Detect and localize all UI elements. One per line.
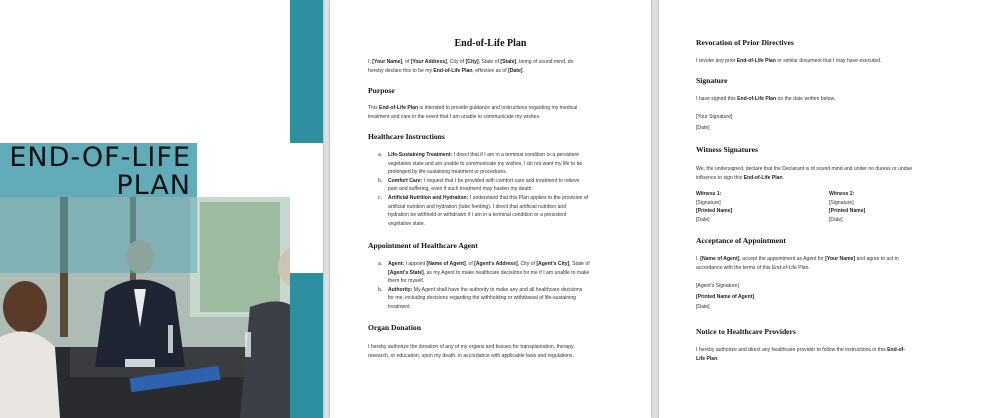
section-heading-notice: Notice to Healthcare Providers (696, 327, 796, 336)
acceptance-paragraph: I, [Name of Agent], accept the appointment as Agent for [Your Name] and agree to act in accordance with the terms of this End-of-Life Plan. (696, 256, 899, 271)
accent-bar-top (290, 0, 323, 143)
healthcare-list: a. Life-Sustaining Treatment: I direct that if I am in a terminal condition or a persistent vegetative state and am unable to communicate my wishes, I do not want my life to be prolonged by life-sustaining treatment or procedures. b. Comfort Care: I request that I be provided with comfort care and treatment to relieve pain and suffering, even if such treatment may hasten my death. c. Artificial Nutrition and Hydration: I understand that this Plan applies to the provision of artificial nutrition and hydration (tube feeding). I direct that artificial nutrition and hydration be withheld or withdrawn if I am in a terminal condition or a persistent vegetative state. (378, 151, 640, 228)
list-item: a. Agent: I appoint [Name of Agent], of [Agent's Address], City of [Agent's City], State of (378, 261, 590, 267)
section-heading-agent: Appointment of Healthcare Agent (368, 241, 478, 250)
organ-paragraph: I hereby authorize the donation of any of my organs and tissues for transplantation, therapy, research, or education, upon my death, in accordance with applicable laws and regulations. (368, 344, 575, 359)
section-heading-witness: Witness Signatures (696, 145, 758, 154)
witness-paragraph: We, the undersigned, declare that the Declarant is of sound mind and under no duress or undue influence to sign this End-of-Life Plan. (696, 166, 913, 181)
section-heading-revocation: Revocation of Prior Directives (696, 38, 794, 47)
witness-2-block: Witness 2: [Signature] [Printed Name] [Date] (829, 191, 866, 223)
signature-line: [Your Signature] (696, 114, 733, 120)
section-heading-purpose: Purpose (368, 86, 395, 95)
witness-1-block: Witness 1: [Signature] [Printed Name] [Date] (696, 191, 733, 223)
accent-bar-bottom (290, 273, 323, 418)
revocation-paragraph: I revoke any prior End-of-Life Plan or similar document that I may have executed. (696, 58, 882, 64)
agent-signature-block: [Agent's Signature] [Printed Name of Agent] [Date] (696, 283, 755, 311)
cover-title-overlay (0, 197, 197, 273)
document-title: End-of-Life Plan (454, 38, 527, 49)
signature-date: [Date] (696, 125, 710, 131)
list-item: b. Comfort Care: I request that I be provided with comfort care and treatment to relieve (378, 177, 580, 184)
document-page-1 (330, 0, 651, 418)
signature-paragraph: I have signed this End-of-Life Plan on the date written below. (696, 96, 836, 102)
cover-title (0, 144, 191, 200)
list-item: a. Life-Sustaining Treatment: I direct that if I am in a terminal condition or a persistent (378, 152, 579, 158)
list-item: c. Artificial Nutrition and Hydration: I understand that this Plan applies to the provision of (378, 194, 589, 201)
section-heading-acceptance: Acceptance of Appointment (696, 236, 786, 245)
cover-title-line2: PLAN (116, 170, 191, 201)
document-page-2 (659, 0, 981, 418)
purpose-paragraph: This End-of-Life Plan is intended to provide guidance and instructions regarding my medical treatment and care in the event that I am unable to communicate my wishes. (368, 105, 578, 120)
agent-list: a. Agent: I appoint [Name of Agent], of [Agent's Address], City of [Agent's City], State of [Agent's State], as my Agent to make healthcare decisions for me if I am unable to make them for myself. b. Authority: My Agent shall have the authority to make any and all healthcare decisions for me, including decisions regarding the withholding or withdrawal of life-sustaining treatment. (378, 260, 640, 312)
section-heading-organ: Organ Donation (368, 323, 421, 332)
section-heading-healthcare: Healthcare Instructions (368, 132, 445, 141)
cover-page (0, 0, 323, 418)
section-heading-signature: Signature (696, 76, 728, 85)
notice-paragraph: I hereby authorize and direct any healthcare provider to follow the instructions in this End-of- Life Plan. (696, 347, 905, 362)
list-item: b. Authority: My Agent shall have the authority to make any and all healthcare decisions (378, 286, 583, 293)
intro-paragraph: I, [Your Name], of [Your Address], City of [City], State of [State], being of sound mind, do hereby declare this to be my End-of-Life Plan, effective as of [Date]. (368, 59, 574, 74)
cover-title-line1: END-OF-LIFE (9, 142, 191, 173)
